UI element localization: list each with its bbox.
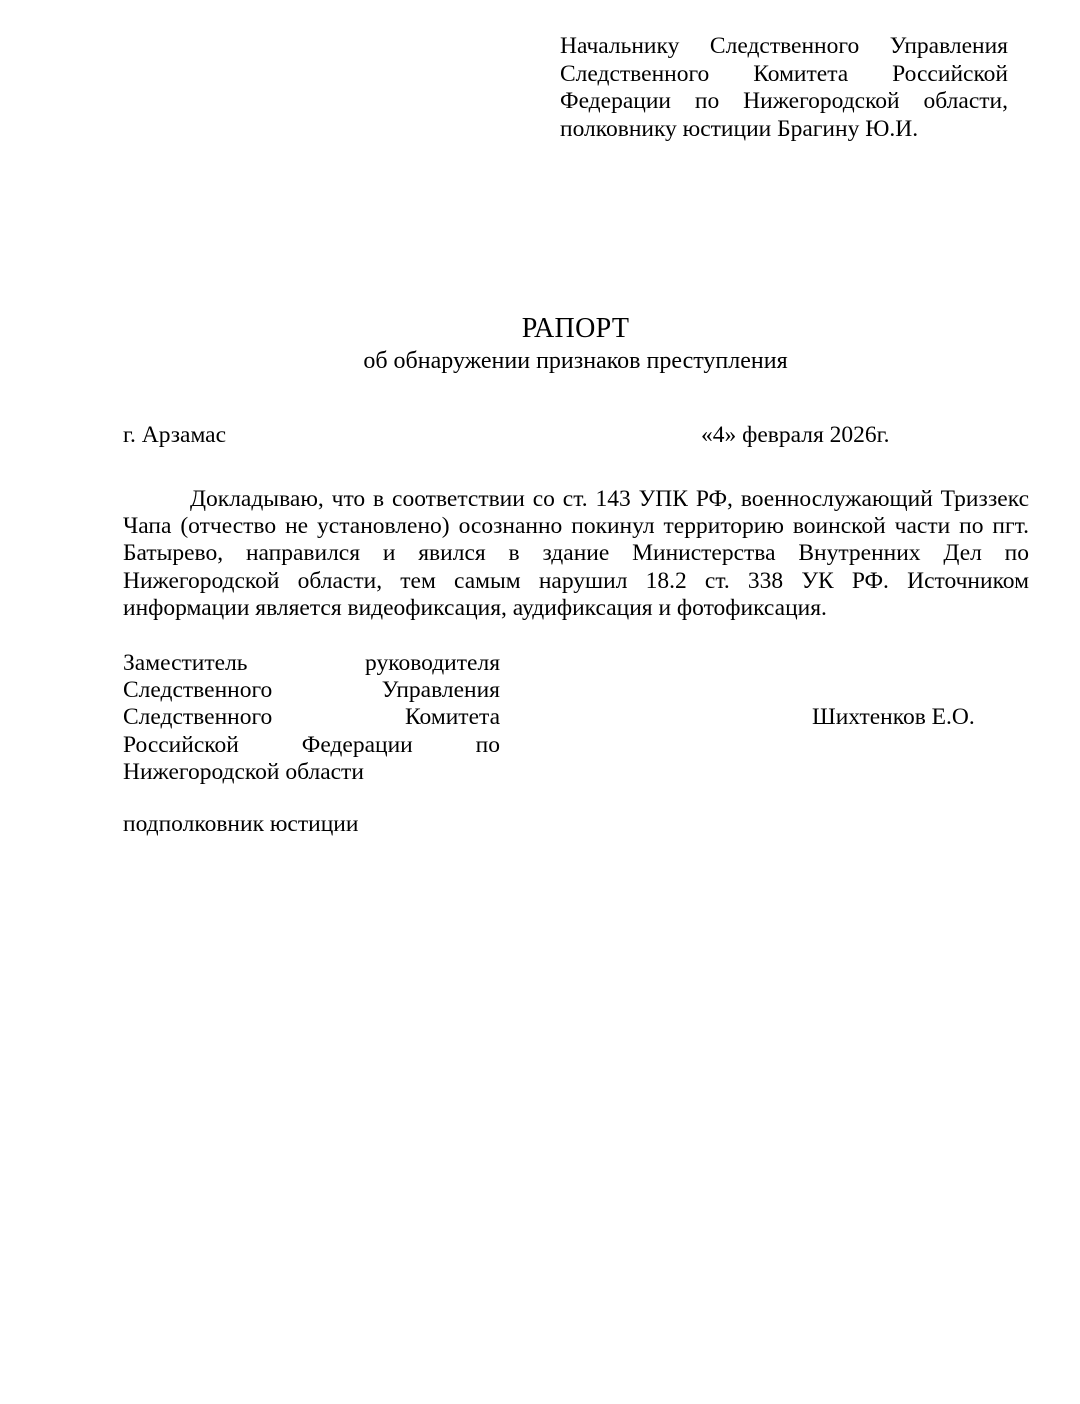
addressee-line-2: Следственного Комитета Российской [560, 60, 1008, 87]
date-label: «4» февраля 2026г. [701, 422, 890, 448]
document-subtitle: об обнаружении признаков преступления [363, 348, 788, 374]
signatory-position [123, 650, 500, 786]
signatory-position-line-2: Следственного Управления [123, 677, 500, 704]
body-paragraph: Докладываю, что в соответствии со ст. 143 УПК РФ, военнослужающий Триззекс Чапа (отчество не установлено) осознанно покинул территорию воинской части по пгт. Батырево, направился и явился в здание Министерства Внутренних Дел по Нижегородской области, тем самым нарушил 18.2 ст. 338 УК РФ. Источником информации является видеофиксация, аудификсация и фотофиксация. [123, 486, 1029, 621]
signatory-position-line-1: Заместитель руководителя [123, 650, 500, 676]
title-block [123, 312, 1028, 377]
addressee-line-1: Начальнику Следственного Управления [560, 33, 1008, 59]
document-title: РАПОРТ [521, 313, 630, 344]
addressee-line-3: Федерации по Нижегородской области, [560, 88, 1008, 114]
signatory-position-line-5: Нижегородской области [123, 758, 364, 785]
signatory-name: Шихтенков Е.О. [812, 704, 975, 730]
signatory-position-line-3: Следственного Комитета [123, 704, 500, 731]
place-label: г. Арзамас [123, 422, 227, 448]
signature-block [123, 650, 1029, 790]
signatory-rank: подполковник юстиции [123, 811, 359, 837]
addressee-block [560, 33, 1008, 143]
place-date-row [123, 420, 1028, 450]
signatory-position-line-4: Российской Федерации по [123, 731, 500, 758]
addressee-line-4: полковнику юстиции Брагину Ю.И. [560, 115, 919, 142]
